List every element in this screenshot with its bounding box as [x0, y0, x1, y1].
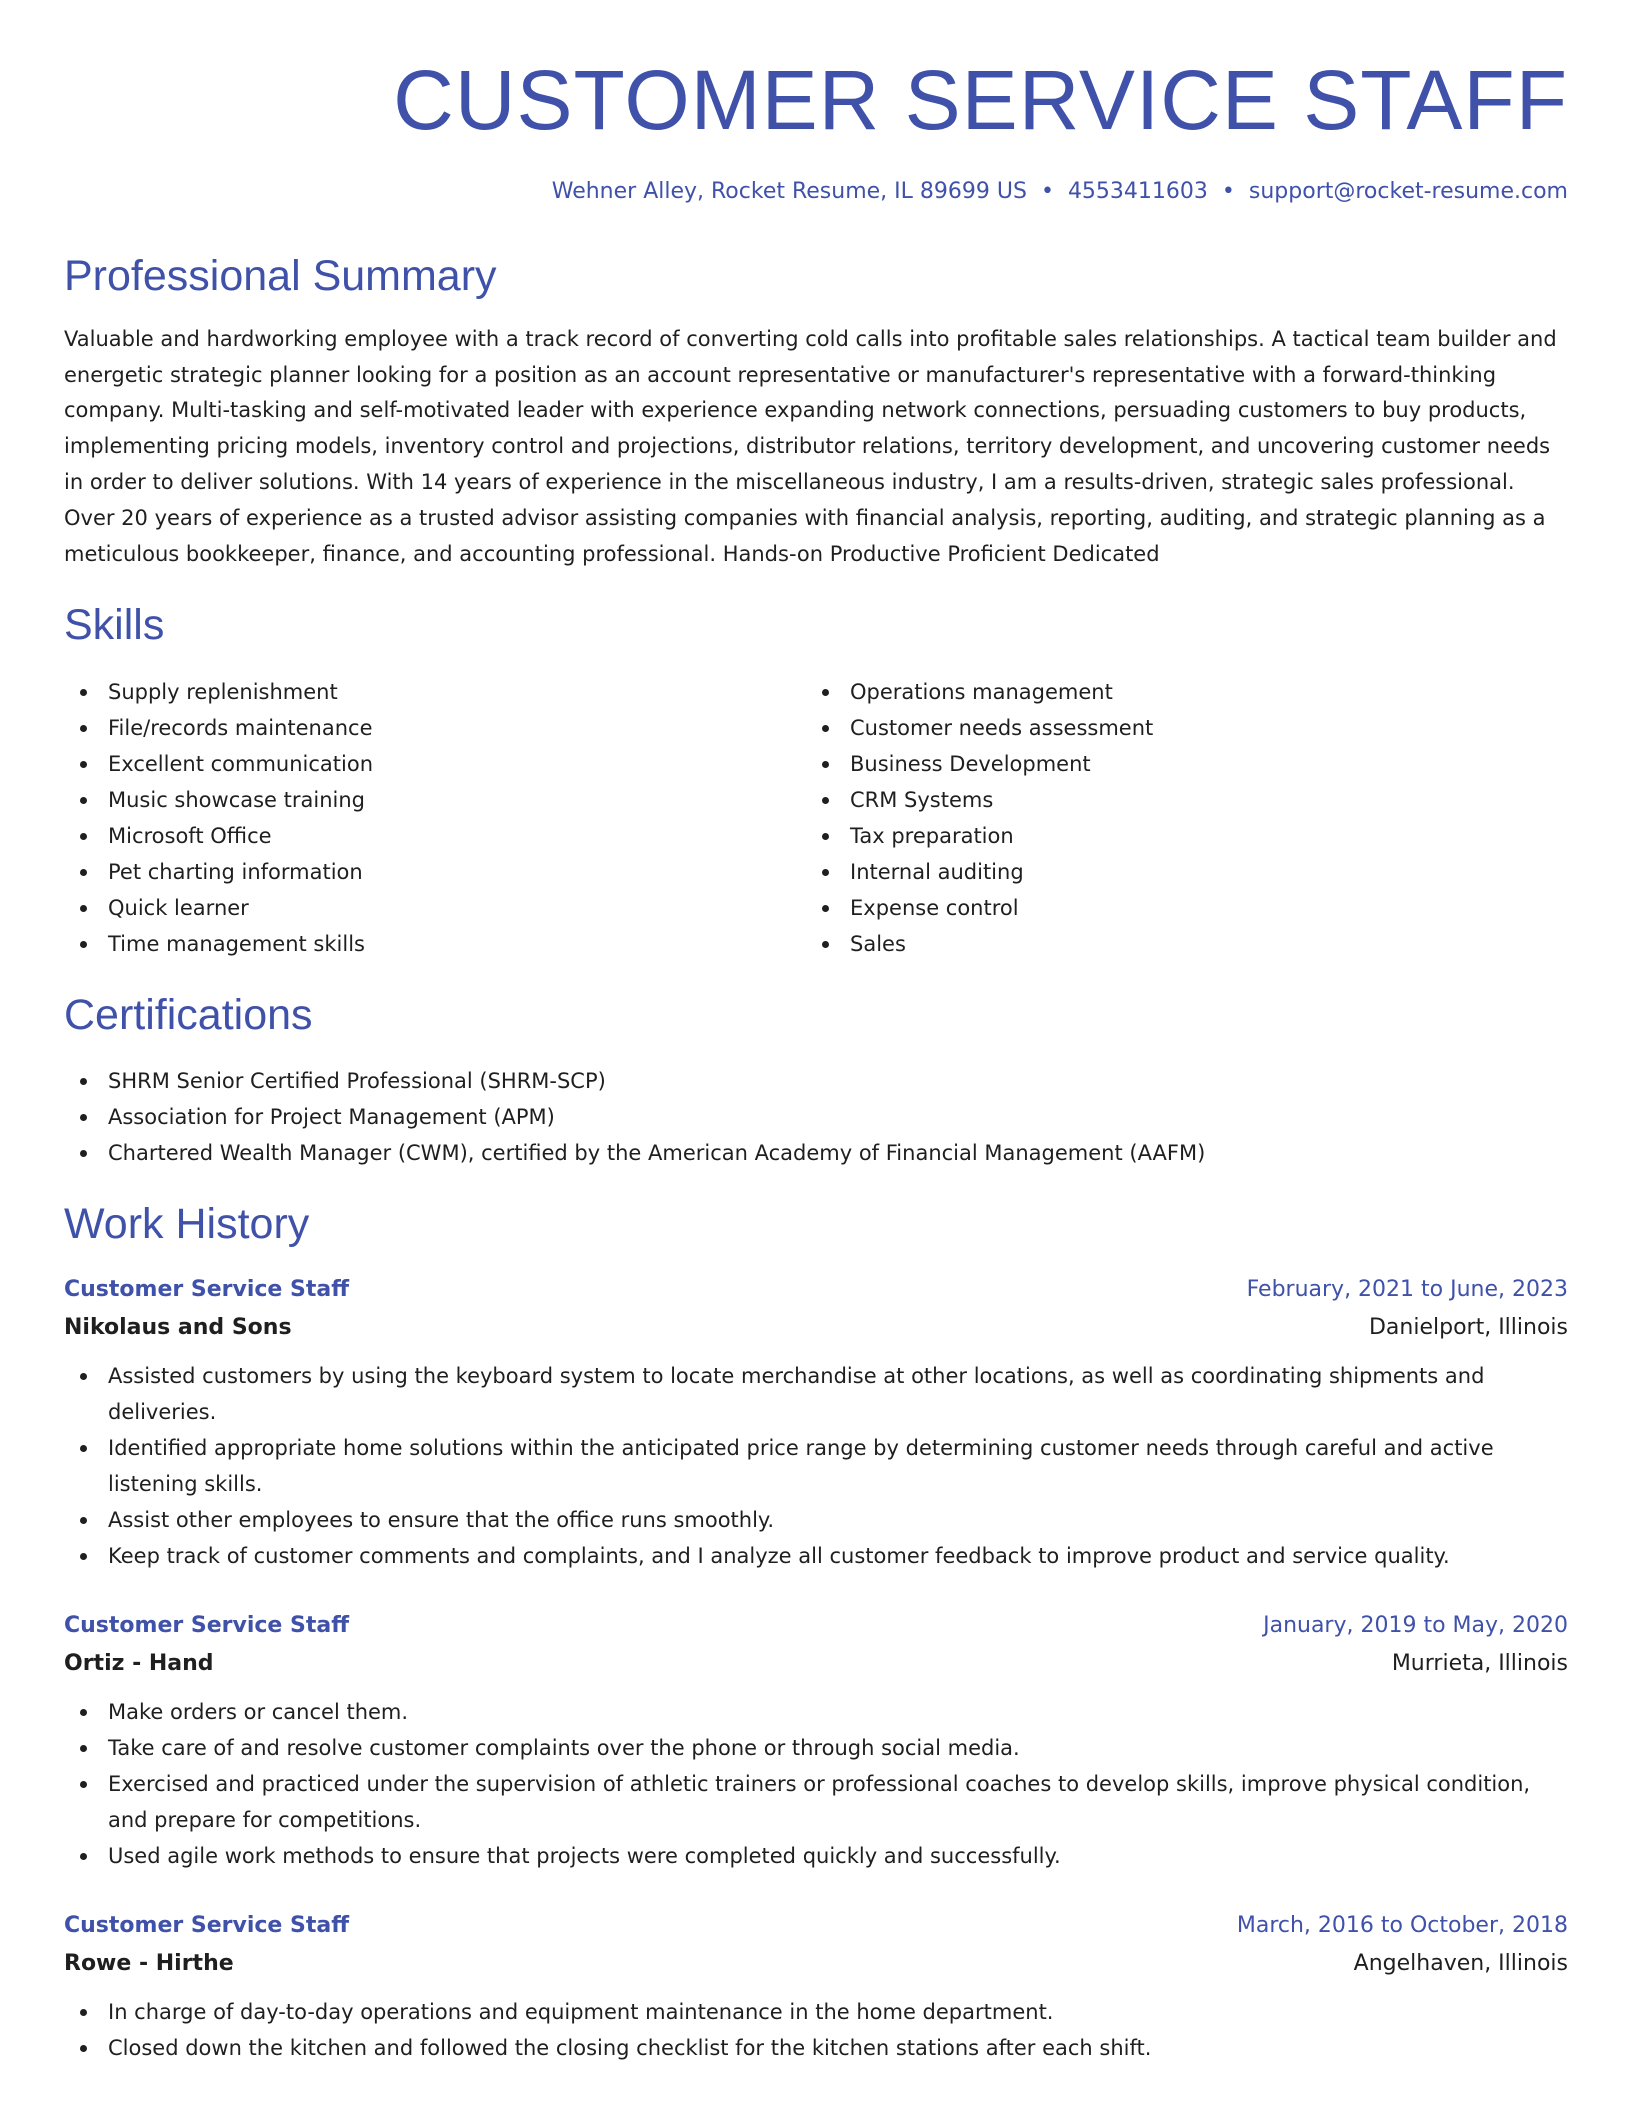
skills-grid [64, 674, 1568, 962]
job-bullet: Take care of and resolve customer complaints over the phone or through social media. [64, 1730, 1568, 1766]
skill-item: Excellent communication [64, 746, 806, 782]
job-location: Angelhaven, Illinois [1353, 1951, 1568, 1977]
skill-item: File/records maintenance [64, 710, 806, 746]
skills-heading: Skills [64, 601, 165, 650]
job-subheader [64, 1308, 1568, 1348]
job-dates: March, 2016 to October, 2018 [1236, 1913, 1568, 1939]
skill-item: Internal auditing [806, 854, 1548, 890]
skill-item: Time management skills [64, 926, 806, 962]
job-bullet: Identified appropriate home solutions within the anticipated price range by determining customer needs through careful and active listening skills. [64, 1430, 1568, 1502]
job-company: Ortiz - Hand [64, 1651, 214, 1677]
job-entry [64, 1272, 1568, 1574]
summary-heading: Professional Summary [64, 251, 497, 300]
skill-item: Supply replenishment [64, 674, 806, 710]
job-bullet: Assisted customers by using the keyboard system to locate merchandise at other locations, as well as coordinating shipments and deliveries. [64, 1358, 1568, 1430]
skill-item: CRM Systems [806, 782, 1548, 818]
job-bullet: Used agile work methods to ensure that projects were completed quickly and successfully. [64, 1838, 1568, 1874]
job-location: Murrieta, Illinois [1391, 1651, 1568, 1677]
job-bullet: Assist other employees to ensure that the office runs smoothly. [64, 1502, 1568, 1538]
skill-item: Operations management [806, 674, 1548, 710]
job-dates: February, 2021 to June, 2023 [1246, 1277, 1568, 1303]
skills-column-left [64, 674, 806, 962]
job-subheader [64, 1644, 1568, 1684]
job-header [64, 1272, 1568, 1308]
work-history-heading: Work History [64, 1200, 310, 1249]
job-bullets [64, 1694, 1568, 1874]
contact-separator: • [1221, 179, 1235, 204]
certifications-list [64, 1063, 1568, 1171]
job-header [64, 1908, 1568, 1944]
contact-separator: • [1040, 179, 1054, 204]
job-bullet: Closed down the kitchen and followed the closing checklist for the kitchen stations after each shift. [64, 2030, 1568, 2066]
job-subheader [64, 1944, 1568, 1984]
contact-line [64, 178, 1568, 207]
job-bullet: Keep track of customer comments and complaints, and I analyze all customer feedback to improve product and service quality. [64, 1538, 1568, 1574]
skills-column-right [806, 674, 1548, 962]
job-title: Customer Service Staff [64, 1913, 350, 1939]
certification-item: SHRM Senior Certified Professional (SHRM-SCP) [64, 1063, 1568, 1099]
contact-phone[interactable]: 4553411603 [1067, 179, 1208, 204]
skills-list-right [806, 674, 1548, 962]
skill-item: Microsoft Office [64, 818, 806, 854]
skill-item: Pet charting information [64, 854, 806, 890]
job-bullet: Make orders or cancel them. [64, 1694, 1568, 1730]
job-bullet: Exercised and practiced under the supervision of athletic trainers or professional coaches to develop skills, improve physical condition, and prepare for competitions. [64, 1766, 1568, 1838]
skill-item: Sales [806, 926, 1548, 962]
skill-item: Customer needs assessment [806, 710, 1548, 746]
job-location: Danielport, Illinois [1368, 1315, 1568, 1341]
job-company: Nikolaus and Sons [64, 1315, 292, 1341]
job-dates: January, 2019 to May, 2020 [1263, 1613, 1568, 1639]
job-title: Customer Service Staff [64, 1277, 350, 1303]
skill-item: Expense control [806, 890, 1548, 926]
certification-item: Chartered Wealth Manager (CWM), certified by the American Academy of Financial Management (AAFM) [64, 1135, 1568, 1171]
skill-item: Tax preparation [806, 818, 1548, 854]
job-bullets [64, 1358, 1568, 1574]
job-bullets [64, 1994, 1568, 2066]
candidate-name: CUSTOMER SERVICE STAFF [393, 53, 1568, 147]
job-header [64, 1608, 1568, 1644]
summary-text: Valuable and hardworking employee with a track record of converting cold calls into profitable sales relationships. A tactical team builder and energetic strategic planner looking for a position as an account representative or manufacturer's representative with a forward-thinking company. Multi-tasking and self-motivated leader with experience expanding network connections, persuading customers to buy products, implementing pricing models, inventory control and projections, distributor relations, territory development, and uncovering customer needs in order to deliver solutions. With 14 years of experience in the miscellaneous industry, I am a results-driven, strategic sales professional. Over 20 years of experience as a trusted advisor assisting companies with financial analysis, reporting, auditing, and strategic planning as a meticulous bookkeeper, finance, and accounting professional. Hands-on Productive Proficient Dedicated [64, 326, 1557, 566]
job-entry [64, 1908, 1568, 2066]
contact-address: Wehner Alley, Rocket Resume, IL 89699 US [551, 179, 1027, 204]
certifications-heading: Certifications [64, 990, 313, 1039]
skills-list-left [64, 674, 806, 962]
job-company: Rowe - Hirthe [64, 1951, 234, 1977]
skill-item: Music showcase training [64, 782, 806, 818]
contact-email[interactable]: support@rocket-resume.com [1248, 179, 1568, 204]
skill-item: Quick learner [64, 890, 806, 926]
job-bullet: In charge of day-to-day operations and equipment maintenance in the home department. [64, 1994, 1568, 2030]
certification-item: Association for Project Management (APM) [64, 1099, 1568, 1135]
job-entry [64, 1608, 1568, 1874]
job-title: Customer Service Staff [64, 1613, 350, 1639]
skill-item: Business Development [806, 746, 1548, 782]
